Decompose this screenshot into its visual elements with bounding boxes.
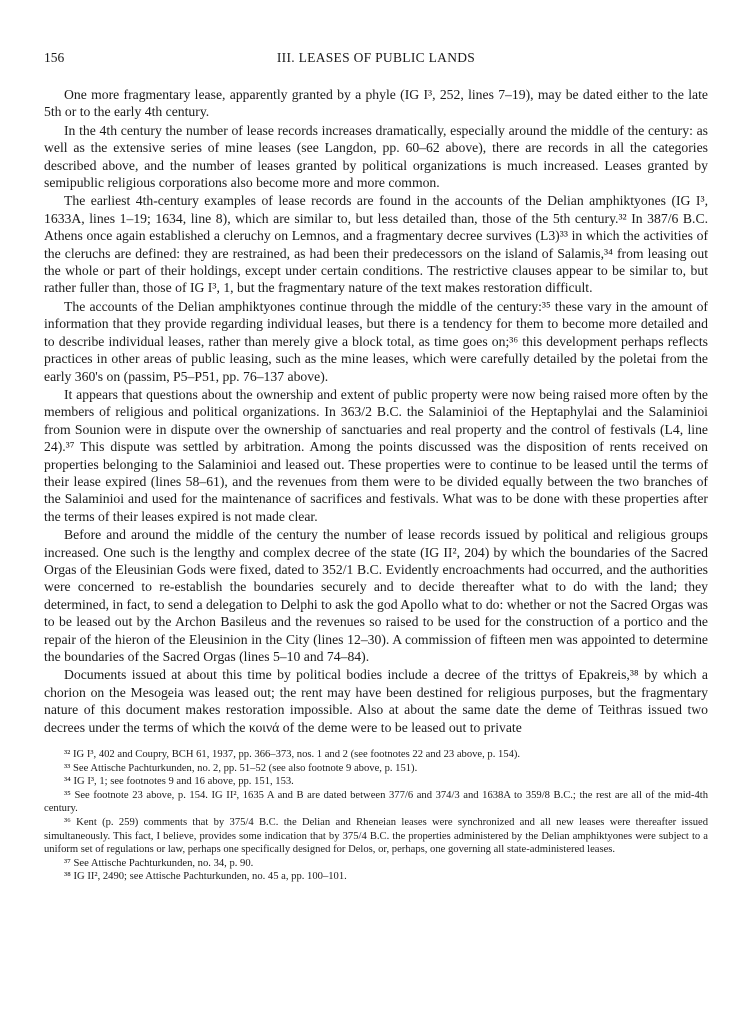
running-head: III. LEASES OF PUBLIC LANDS (276, 50, 476, 65)
paragraph: It appears that questions about the ownership and extent of public property were now being raised more often by the members of religious and political organizations. In 363/2 B.C. the Salaminioi of the Heptaphylai and the Salaminioi from Sounion were in dispute over the ownership of sanctuaries and real property and the control of festivals (L4, line 24).³⁷ This dispute was settled by arbitration. Among the points discussed was the disposition of rents received on properties belonging to the Salaminioi and leased out. These properties were to continue to be leased until the terms of their lease expired (lines 58–61), and the revenues from them were to be divided equally between the two branches of the Salaminioi and used for the maintenance of sacrifices and festivals. What was to be done with these properties after the terms of their leases expired is not made clear. (44, 386, 708, 524)
footnote: ³⁴ IG I³, 1; see footnotes 9 and 16 above, pp. 151, 153. (64, 776, 294, 788)
paragraph: One more fragmentary lease, apparently granted by a phyle (IG I³, 252, lines 7–19), may be dated either to the late 5th or to the early 4th century. (44, 87, 708, 120)
paragraph: Before and around the middle of the century the number of lease records issued by political and religious groups increased. One such is the lengthy and complex decree of the state (IG II², 204) by which the boundaries of the Sacred Orgas of the Eleusinian Gods were fixed, dated to 352/1 B.C. Evidently encroachments had occurred, and the authorities were concerned to re-establish the boundaries securely and to decide thereafter what to do with the land; they determined, in fact, to send a delegation to Delphi to ask the god Apollo what to do: whether or not the Sacred Orgas was to be leased out by the Archon Basileus and the revenues so raised to be used for the construction of a portico and the repair of the hieron of the Eleusinion in the City (lines 12–30). A commission of fifteen men was appointed to determine the boundaries of the Sacred Orgas (lines 5–10 and 74–84). (44, 527, 708, 664)
body-text (44, 86, 708, 736)
paragraph: The accounts of the Delian amphiktyones continue through the middle of the century:³⁵ these vary in the amount of information that they provide regarding individual leases, but there is a tendency for them to become more detailed and to describe individual leases, rather than merely give a block total, as time goes on;³⁶ this development perhaps reflects practices in other areas of public leasing, such as the mine leases, which were carefully detailed by the poletai from the early 360's on (passim, P5–P51, pp. 76–137 above). (44, 298, 708, 384)
paragraph: In the 4th century the number of lease records increases dramatically, especially around the middle of the century: as well as the extensive series of mine leases (see Langdon, pp. 60–62 above), there are records in all the categories described above, and the number of leases granted by political organizations is much increased. Leases granted by semipublic religious corporations also become more and more common. (44, 122, 708, 191)
paragraph: Documents issued at about this time by political bodies include a decree of the trittys of Epakreis,³⁸ by which a chorion on the Mesogeia was leased out; the rent may have been destined for religious purposes, but the fragmentary nature of this document makes restoration impossible. Also at about the same date the deme of Teithras issued two decrees under the terms of which the κοινά of the deme were to be leased out to private (44, 667, 708, 735)
footnote: ³⁵ See footnote 23 above, p. 154. IG II², 1635 A and B are dated between 377/6 and 374/3 and 1638A to 359/8 B.C.; the rest are all of the mid-4th century. (44, 789, 708, 815)
page-number: 156 (44, 50, 65, 65)
page-header (44, 50, 708, 72)
footnote: ³⁸ IG II², 2490; see Attische Pachturkunden, no. 45 a, pp. 100–101. (64, 871, 347, 883)
paragraph: The earliest 4th-century examples of lease records are found in the accounts of the Delian amphiktyones (IG I³, 1633A, lines 1–19; 1634, line 8), which are similar to, but less detailed than, those of the 5th century.³² In 387/6 B.C. Athens once again established a cleruchy on Lemnos, and a fragmentary decree survives (L3)³³ in which the activities of the cleruchs are defined: they are restrained, as had been their predecessors on the island of Salamis,³⁴ from leasing out the whole or part of their holdings, except under certain conditions. The restrictive clauses appear to be similar to, but rather fuller than, those of IG I³, 1, but the fragmentary nature of the text makes restoration difficult. (44, 193, 708, 296)
footnote: ³³ See Attische Pachturkunden, no. 2, pp. 51–52 (see also footnote 9 above, p. 151). (64, 762, 418, 774)
footnote: ³⁶ Kent (p. 259) comments that by 375/4 B.C. the Delian and Rheneian leases were synchronized and all new leases were thereafter issued simultaneously. This fact, I believe, provides some indication that by 375/4 B.C. the properties administered by the Delian amphiktyones were subject to a uniform set of regulations or law, perhaps one specifically designed for Delos, or, perhaps, one governing all state-administered leases. (44, 817, 708, 856)
footnote: ³² IG I³, 402 and Coupry, BCH 61, 1937, pp. 366–373, nos. 1 and 2 (see footnotes 22 and 23 above, p. 154). (64, 749, 521, 761)
footnotes (44, 748, 708, 884)
footnote: ³⁷ See Attische Pachturkunden, no. 34, p. 90. (64, 857, 254, 869)
